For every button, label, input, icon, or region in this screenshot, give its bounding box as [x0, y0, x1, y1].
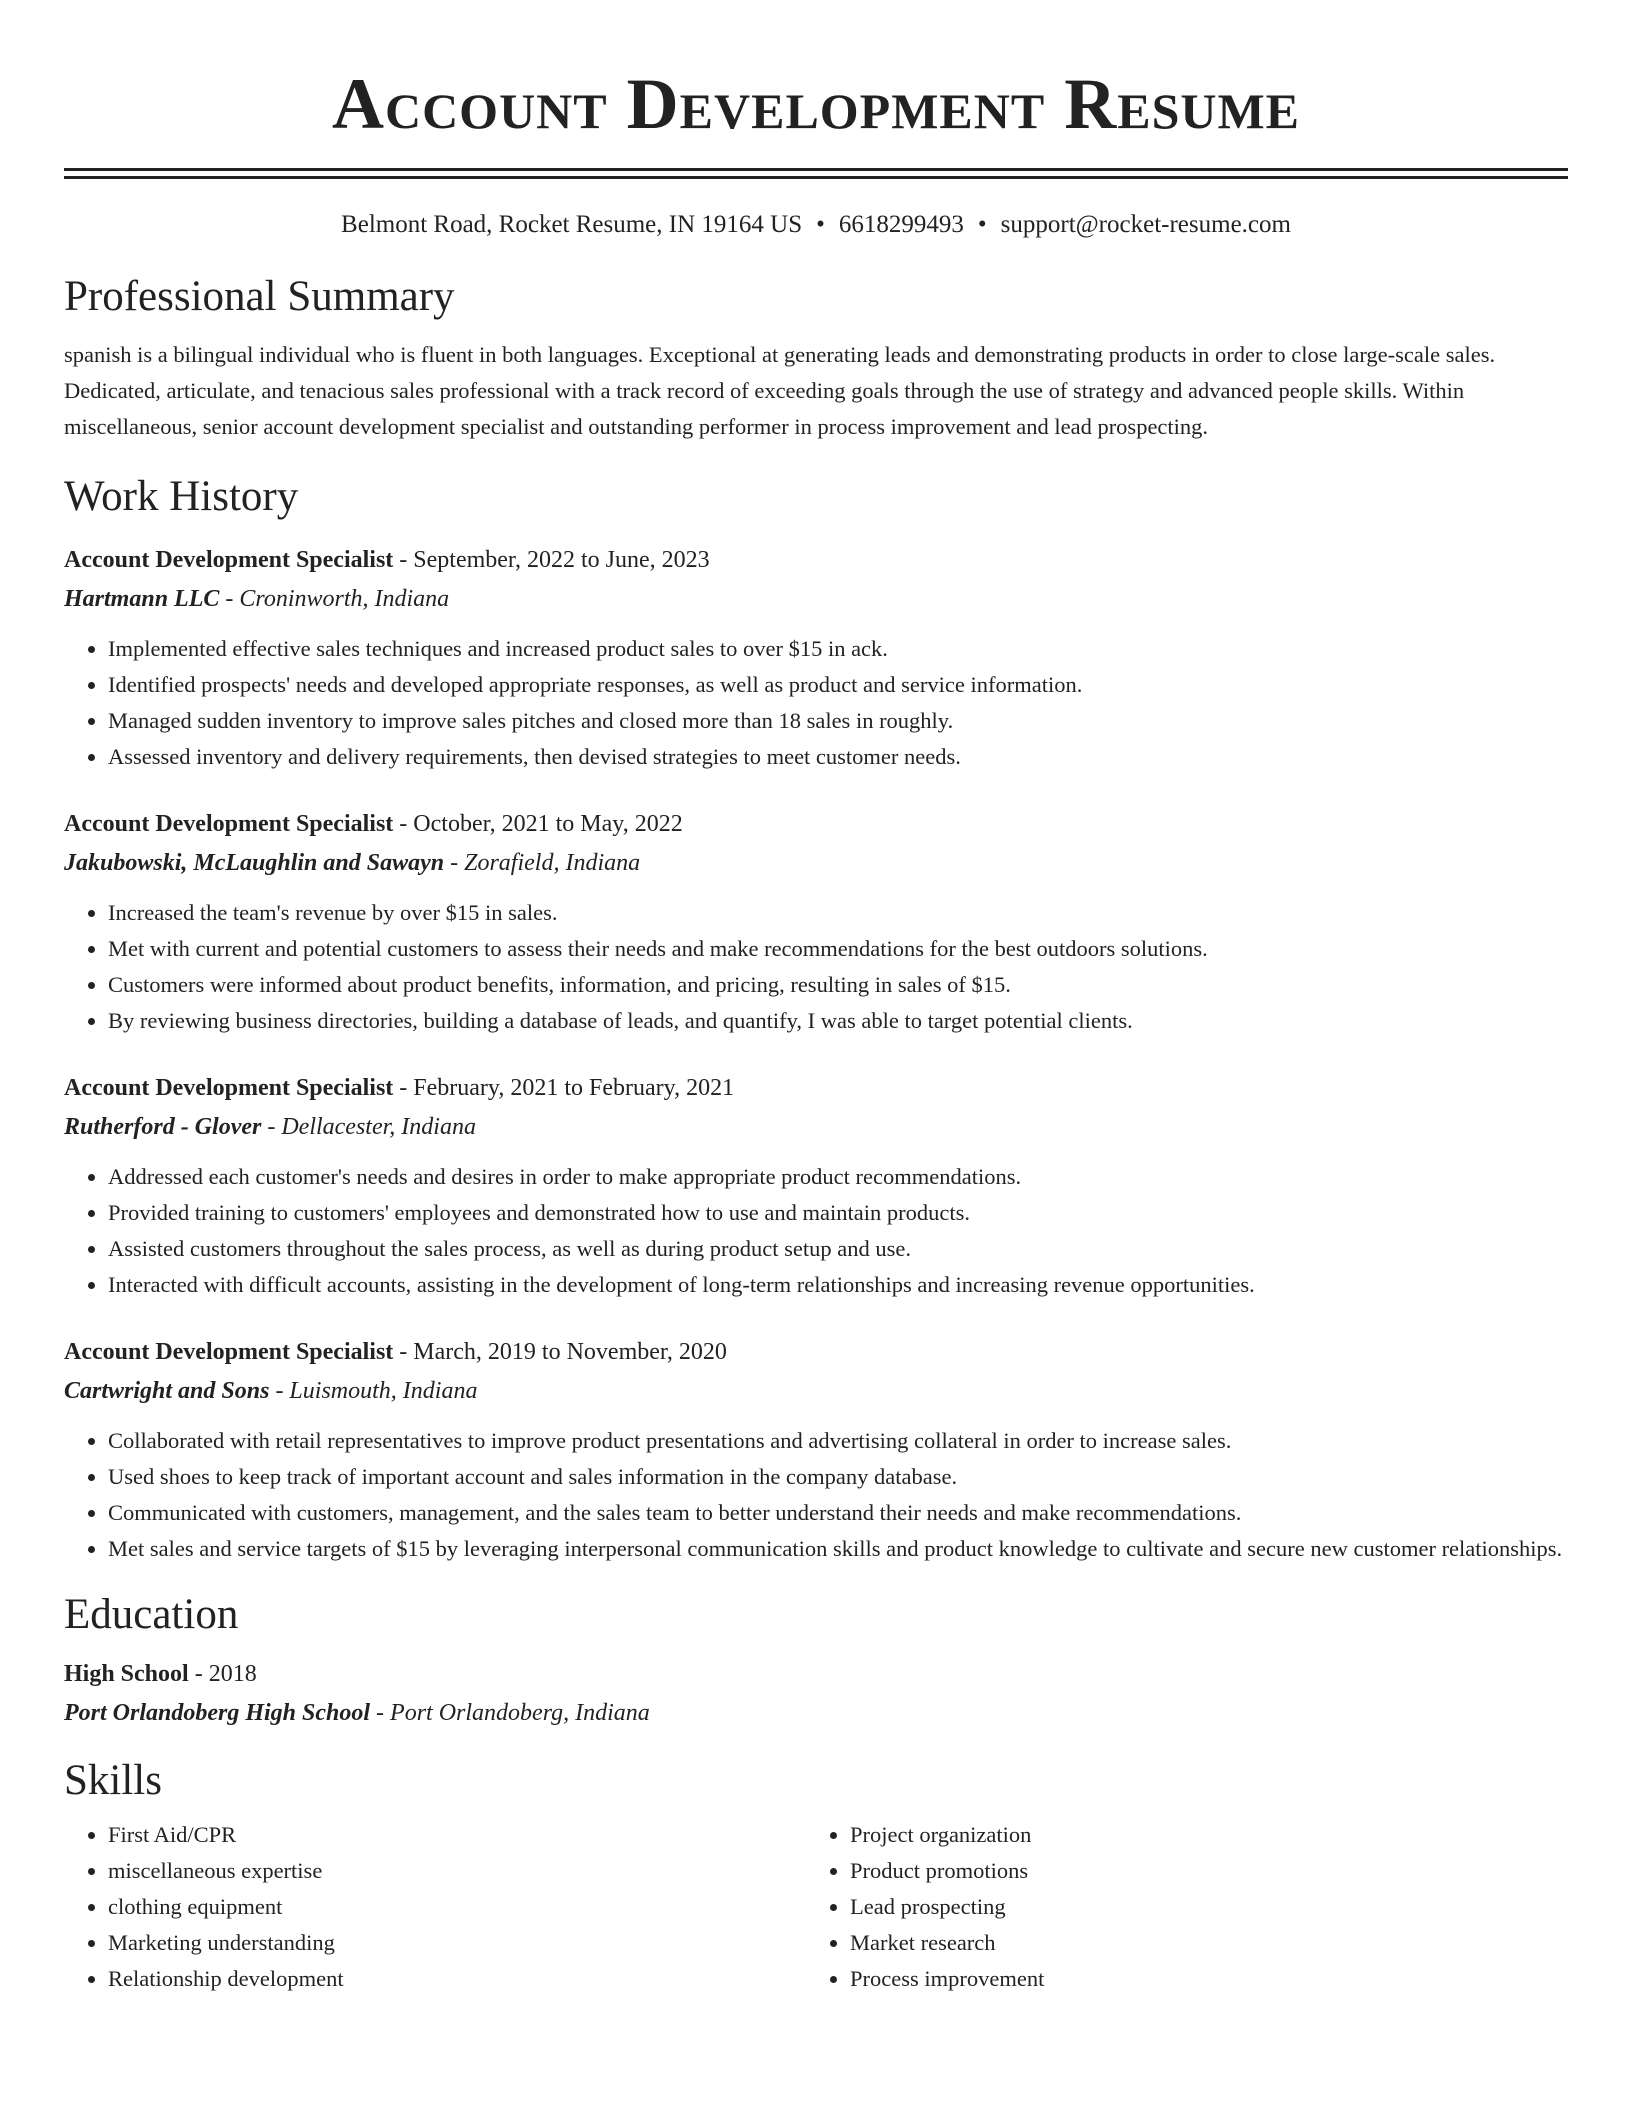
job-title: Account Development Specialist: [64, 811, 394, 837]
job-entry: [64, 541, 1568, 775]
education-degree-line: [64, 1655, 1568, 1694]
job-title: Account Development Specialist: [64, 547, 394, 573]
job-company: Jakubowski, McLaughlin and Sawayn: [64, 850, 445, 876]
skill-item: • Process improvement: [850, 1961, 1548, 1997]
job-bullet: • Customers were informed about product benefits, information, and pricing, resulting in sales of $15.: [108, 967, 1568, 1003]
job-dates: - February, 2021 to February, 2021: [393, 1075, 735, 1101]
job-dates: - March, 2019 to November, 2020: [393, 1339, 727, 1365]
skill-item: • Project organization: [850, 1817, 1548, 1853]
education-location: - Port Orlandoberg, Indiana: [370, 1700, 650, 1726]
job-location: - Luismouth, Indiana: [269, 1378, 478, 1404]
education-school: Port Orlandoberg High School: [64, 1700, 371, 1726]
job-entry: [64, 1069, 1568, 1303]
education-year: - 2018: [188, 1661, 257, 1687]
job-title-line: [64, 541, 1568, 580]
job-bullet: • Identified prospects' needs and developed appropriate responses, as well as product and service information.: [108, 667, 1568, 703]
job-bullet: • Assisted customers throughout the sales process, as well as during product setup and use.: [108, 1231, 1568, 1267]
education-entry: [64, 1655, 1568, 1733]
contact-separator: •: [977, 211, 987, 238]
skill-item: • Market research: [850, 1925, 1548, 1961]
job-bullets: [64, 1423, 1568, 1567]
job-bullet: • Interacted with difficult accounts, assisting in the development of long-term relationships and increasing revenue opportunities.: [108, 1267, 1568, 1303]
skills-column-right: [806, 1817, 1548, 1997]
job-location: - Zorafield, Indiana: [444, 850, 641, 876]
education-school-line: [64, 1694, 1568, 1733]
contact-line: [64, 209, 1568, 241]
education-degree: High School: [64, 1661, 189, 1687]
job-company-line: [64, 1372, 1568, 1411]
skill-item: • Marketing understanding: [108, 1925, 806, 1961]
job-bullet: • Used shoes to keep track of important account and sales information in the company database.: [108, 1459, 1568, 1495]
job-entry: [64, 1333, 1568, 1567]
skill-item: • Product promotions: [850, 1853, 1548, 1889]
skills-list: [64, 1817, 1568, 1997]
job-bullets: [64, 1159, 1568, 1303]
job-dates: - September, 2022 to June, 2023: [393, 547, 710, 573]
job-company: Cartwright and Sons: [64, 1378, 270, 1404]
section-heading-work-history: Work History: [64, 473, 299, 520]
summary-text: spanish is a bilingual individual who is fluent in both languages. Exceptional at generating leads and demonstrating products in order to close large-scale sales. Dedicated, articulate, and tenacious sales professional with a track record of exceeding goals through the use of strategy and advanced people skills. Within miscellaneous, senior account development specialist and outstanding performer in process improvement and lead prospecting.: [64, 342, 1496, 439]
section-heading-summary: Professional Summary: [64, 273, 455, 320]
job-company: Hartmann LLC: [64, 586, 220, 612]
section-heading-skills: Skills: [64, 1757, 162, 1804]
resume-title: Account Development Resume: [331, 64, 1301, 144]
skill-item: • Relationship development: [108, 1961, 806, 1997]
skill-item: • Lead prospecting: [850, 1889, 1548, 1925]
job-bullet: • By reviewing business directories, building a database of leads, and quantify, I was able to target potential clients.: [108, 1003, 1568, 1039]
job-bullet: • Met sales and service targets of $15 by leveraging interpersonal communication skills and product knowledge to cultivate and secure new customer relationships.: [108, 1531, 1568, 1567]
contact-email: support@rocket-resume.com: [1000, 211, 1291, 238]
job-title-line: [64, 1333, 1568, 1372]
contact-separator: •: [816, 211, 825, 238]
job-bullet: • Collaborated with retail representatives to improve product presentations and advertising collateral in order to increase sales.: [108, 1423, 1568, 1459]
job-bullet: • Increased the team's revenue by over $15 in sales.: [108, 895, 1568, 931]
job-entry: [64, 805, 1568, 1039]
skill-item: • First Aid/CPR: [108, 1817, 806, 1853]
job-bullet: • Implemented effective sales techniques and increased product sales to over $15 in ack.: [108, 631, 1568, 667]
section-heading-education: Education: [64, 1591, 239, 1638]
job-location: - Croninworth, Indiana: [219, 586, 450, 612]
job-company-line: [64, 844, 1568, 883]
job-dates: - October, 2021 to May, 2022: [393, 811, 683, 837]
job-company-line: [64, 580, 1568, 619]
contact-address: Belmont Road, Rocket Resume, IN 19164 US: [341, 211, 803, 238]
job-company: Rutherford - Glover: [64, 1114, 262, 1140]
job-bullet: • Assessed inventory and delivery requirements, then devised strategies to meet customer needs.: [108, 739, 1568, 775]
skills-column-left: [64, 1817, 806, 1997]
title-divider: [64, 168, 1568, 179]
contact-phone: 6618299493: [838, 211, 964, 238]
job-title-line: [64, 805, 1568, 844]
job-location: - Dellacester, Indiana: [261, 1114, 476, 1140]
job-bullet: • Managed sudden inventory to improve sales pitches and closed more than 18 sales in roughly.: [108, 703, 1568, 739]
job-company-line: [64, 1108, 1568, 1147]
job-bullet: • Communicated with customers, management, and the sales team to better understand their needs and make recommendations.: [108, 1495, 1568, 1531]
job-title-line: [64, 1069, 1568, 1108]
job-bullet: • Met with current and potential customers to assess their needs and make recommendations for the best outdoors solutions.: [108, 931, 1568, 967]
job-title: Account Development Specialist: [64, 1075, 394, 1101]
skill-item: • miscellaneous expertise: [108, 1853, 806, 1889]
skill-item: • clothing equipment: [108, 1889, 806, 1925]
job-bullet: • Provided training to customers' employees and demonstrated how to use and maintain products.: [108, 1195, 1568, 1231]
job-bullet: • Addressed each customer's needs and desires in order to make appropriate product recommendations.: [108, 1159, 1568, 1195]
job-title: Account Development Specialist: [64, 1339, 394, 1365]
job-bullets: [64, 895, 1568, 1039]
job-bullets: [64, 631, 1568, 775]
